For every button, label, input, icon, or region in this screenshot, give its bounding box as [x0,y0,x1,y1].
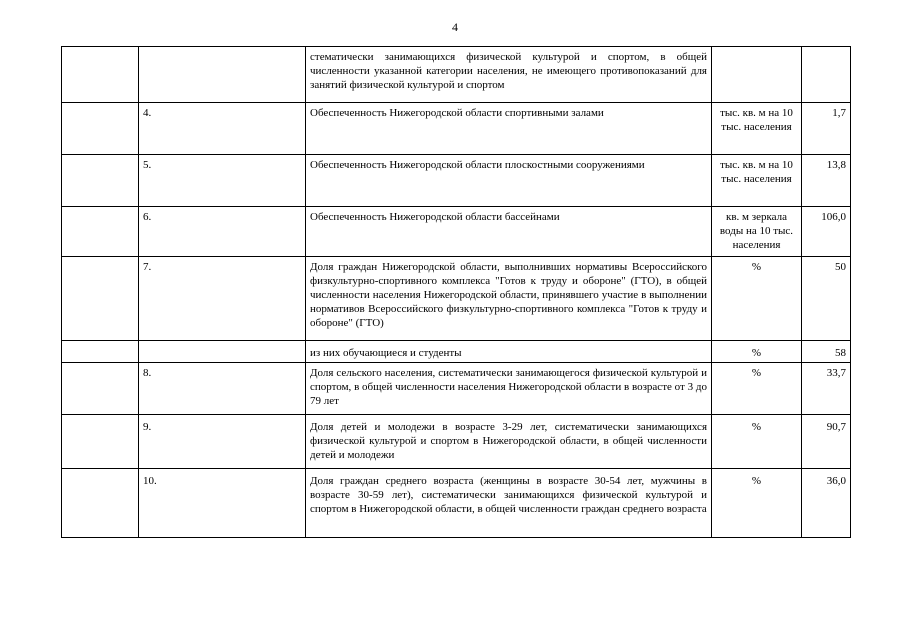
unit-cell: % [712,415,802,469]
indicator-text-cell: Обеспеченность Нижегородской области плоскостными сооружениями [306,155,712,207]
empty-cell [62,47,139,103]
indicator-text-cell: из них обучающиеся и студенты [306,341,712,363]
empty-cell [62,207,139,257]
value-cell: 36,0 [802,469,851,538]
value-cell: 13,8 [802,155,851,207]
unit-cell: тыс. кв. м на 10 тыс. населения [712,103,802,155]
page-number: 4 [452,20,458,34]
indicator-text-cell: стематически занимающихся физической культурой и спортом, в общей численности указанной категории населения, не имеющего противопоказаний для занятий физической культурой и спортом [306,47,712,103]
table-row [62,363,851,415]
unit-cell: % [712,257,802,341]
table-row [62,257,851,341]
table-row [62,207,851,257]
empty-cell [62,155,139,207]
indicator-text-cell: Обеспеченность Нижегородской области бассейнами [306,207,712,257]
empty-cell [62,341,139,363]
value-cell: 50 [802,257,851,341]
table-row-continuation [62,47,851,103]
row-number-cell: 9. [139,415,306,469]
unit-cell: % [712,469,802,538]
value-cell: 90,7 [802,415,851,469]
unit-cell: кв. м зеркала воды на 10 тыс. населения [712,207,802,257]
value-cell: 106,0 [802,207,851,257]
table-row [62,103,851,155]
empty-cell [62,257,139,341]
unit-cell [712,47,802,103]
row-number-cell: 6. [139,207,306,257]
indicator-text-cell: Доля граждан среднего возраста (женщины в возрасте 30-54 лет, мужчины в возрасте 30-59 лет), систематически занимающихся физической культурой и спортом в Нижегородской области, в общей численности граждан среднего возраста [306,469,712,538]
value-cell [802,47,851,103]
indicators-table [61,46,851,538]
unit-cell: тыс. кв. м на 10 тыс. населения [712,155,802,207]
value-cell: 58 [802,341,851,363]
empty-cell [62,103,139,155]
row-number-cell [139,47,306,103]
indicator-text-cell: Доля детей и молодежи в возрасте 3-29 лет, систематически занимающихся физической культурой и спортом в Нижегородской области, в общей численности детей и молодежи [306,415,712,469]
empty-cell [62,469,139,538]
indicator-text-cell: Доля сельского населения, систематически занимающегося физической культурой и спортом, в общей численности населения Нижегородской области в возрасте от 3 до 79 лет [306,363,712,415]
row-number-cell: 10. [139,469,306,538]
row-number-cell: 7. [139,257,306,341]
row-number-cell: 5. [139,155,306,207]
row-number-cell: 8. [139,363,306,415]
unit-cell: % [712,363,802,415]
row-number-cell [139,341,306,363]
value-cell: 1,7 [802,103,851,155]
indicator-text-cell: Обеспеченность Нижегородской области спортивными залами [306,103,712,155]
empty-cell [62,415,139,469]
unit-cell: % [712,341,802,363]
indicator-text-cell: Доля граждан Нижегородской области, выполнивших нормативы Всероссийского физкультурно-спортивного комплекса "Готов к труду и обороне" (ГТО), в общей численности населения Нижегородской области, принявшего участие в выполнении нормативов Всероссийского физкультурно-спортивного комплекса "Готов к труду и обороне" (ГТО) [306,257,712,341]
table-row [62,469,851,538]
row-number-cell: 4. [139,103,306,155]
value-cell: 33,7 [802,363,851,415]
table-row-subitem [62,341,851,363]
empty-cell [62,363,139,415]
table-row [62,415,851,469]
table-row [62,155,851,207]
